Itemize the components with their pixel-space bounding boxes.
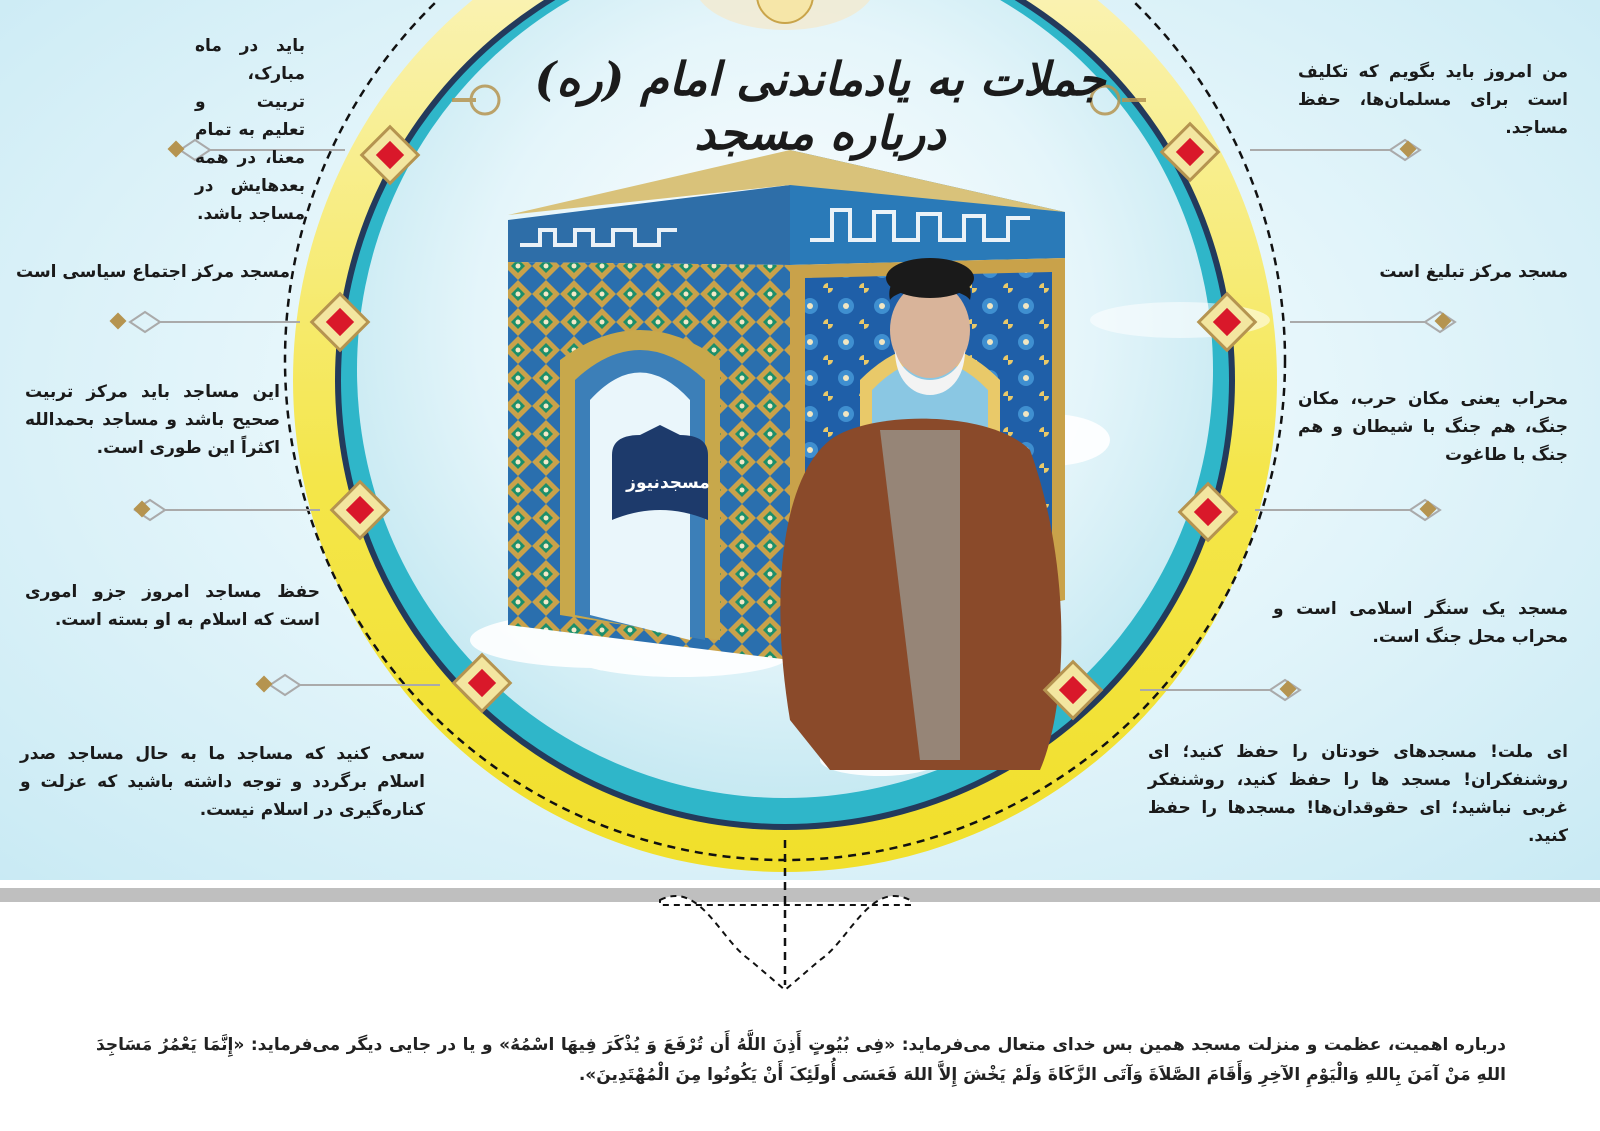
- footer-description: درباره اهمیت، عظمت و منزلت مسجد همین بس خدای متعال می‌فرماید: «فِی بُیُوتٍ أَذِنَ اللَّهُ أَن تُرْفَعَ وَ یُذْکَرَ فِیهَا اسْمُهُ» و یا در جایی دیگر می‌فرماید: «إِنَّمَا یَعْمُرُ مَسَاجِدَ اللهِ مَنْ آمَنَ بِاللهِ وَالْیَوْمِ الآخِرِ وَأَقَامَ الصَّلاَةَ وَآتَى الزَّکَاةَ وَلَمْ یَخْشَ إِلاَّ اللهَ فَعَسَى أُولَئِکَ أَنْ یَکُونُوا مِنَ الْمُهْتَدِینَ».: [96, 1035, 1506, 1085]
- quote-right-4: مسجد یک سنگر اسلامی است و محراب محل جنگ است.: [1273, 599, 1568, 647]
- quote-left-3: این مساجد باید مرکز تربیت صحیح باشد و مساجد بحمدالله اکثراً این طوری است.: [25, 382, 280, 458]
- quote-left-1: باید در ماه مبارک، تربیت و تعلیم به تمام معنا، در همه بعدهایش در مساجد باشد.: [195, 36, 305, 224]
- quote-left-4: حفظ مساجد امروز جزو اموری است که اسلام به او بسته است.: [25, 582, 320, 630]
- quote-right-5: ای ملت! مسجدهای خودتان را حفظ کنید؛ ای روشنفکران! مسجد ها را حفظ کنید، روشنفکر غربی نباشید؛ ای حقوقدان‌ها! مسجدها را حفظ کنید.: [1148, 742, 1568, 846]
- quote-right-1: من امروز باید بگویم که تکلیف است برای مسلمان‌ها، حفظ مساجد.: [1298, 62, 1568, 138]
- page-title: جملات به یادماندنی امام (ره) درباره مسجد: [534, 52, 1106, 160]
- quote-right-3: محراب یعنی مکان حرب، مکان جنگ، هم جنگ با شیطان و هم جنگ با طاغوت: [1298, 389, 1568, 465]
- quote-right-2: مسجد مرکز تبلیغ است: [1379, 262, 1568, 282]
- quote-left-5: سعی کنید که مساجد ما به حال مساجد صدر اسلام برگردد و توجه داشته باشید که عزلت و کناره‌گیری در اسلام نیست.: [20, 744, 425, 820]
- logo-text: مسجدنیوز: [626, 473, 710, 493]
- quote-left-2: مسجد مرکز اجتماع سیاسی است: [15, 262, 290, 282]
